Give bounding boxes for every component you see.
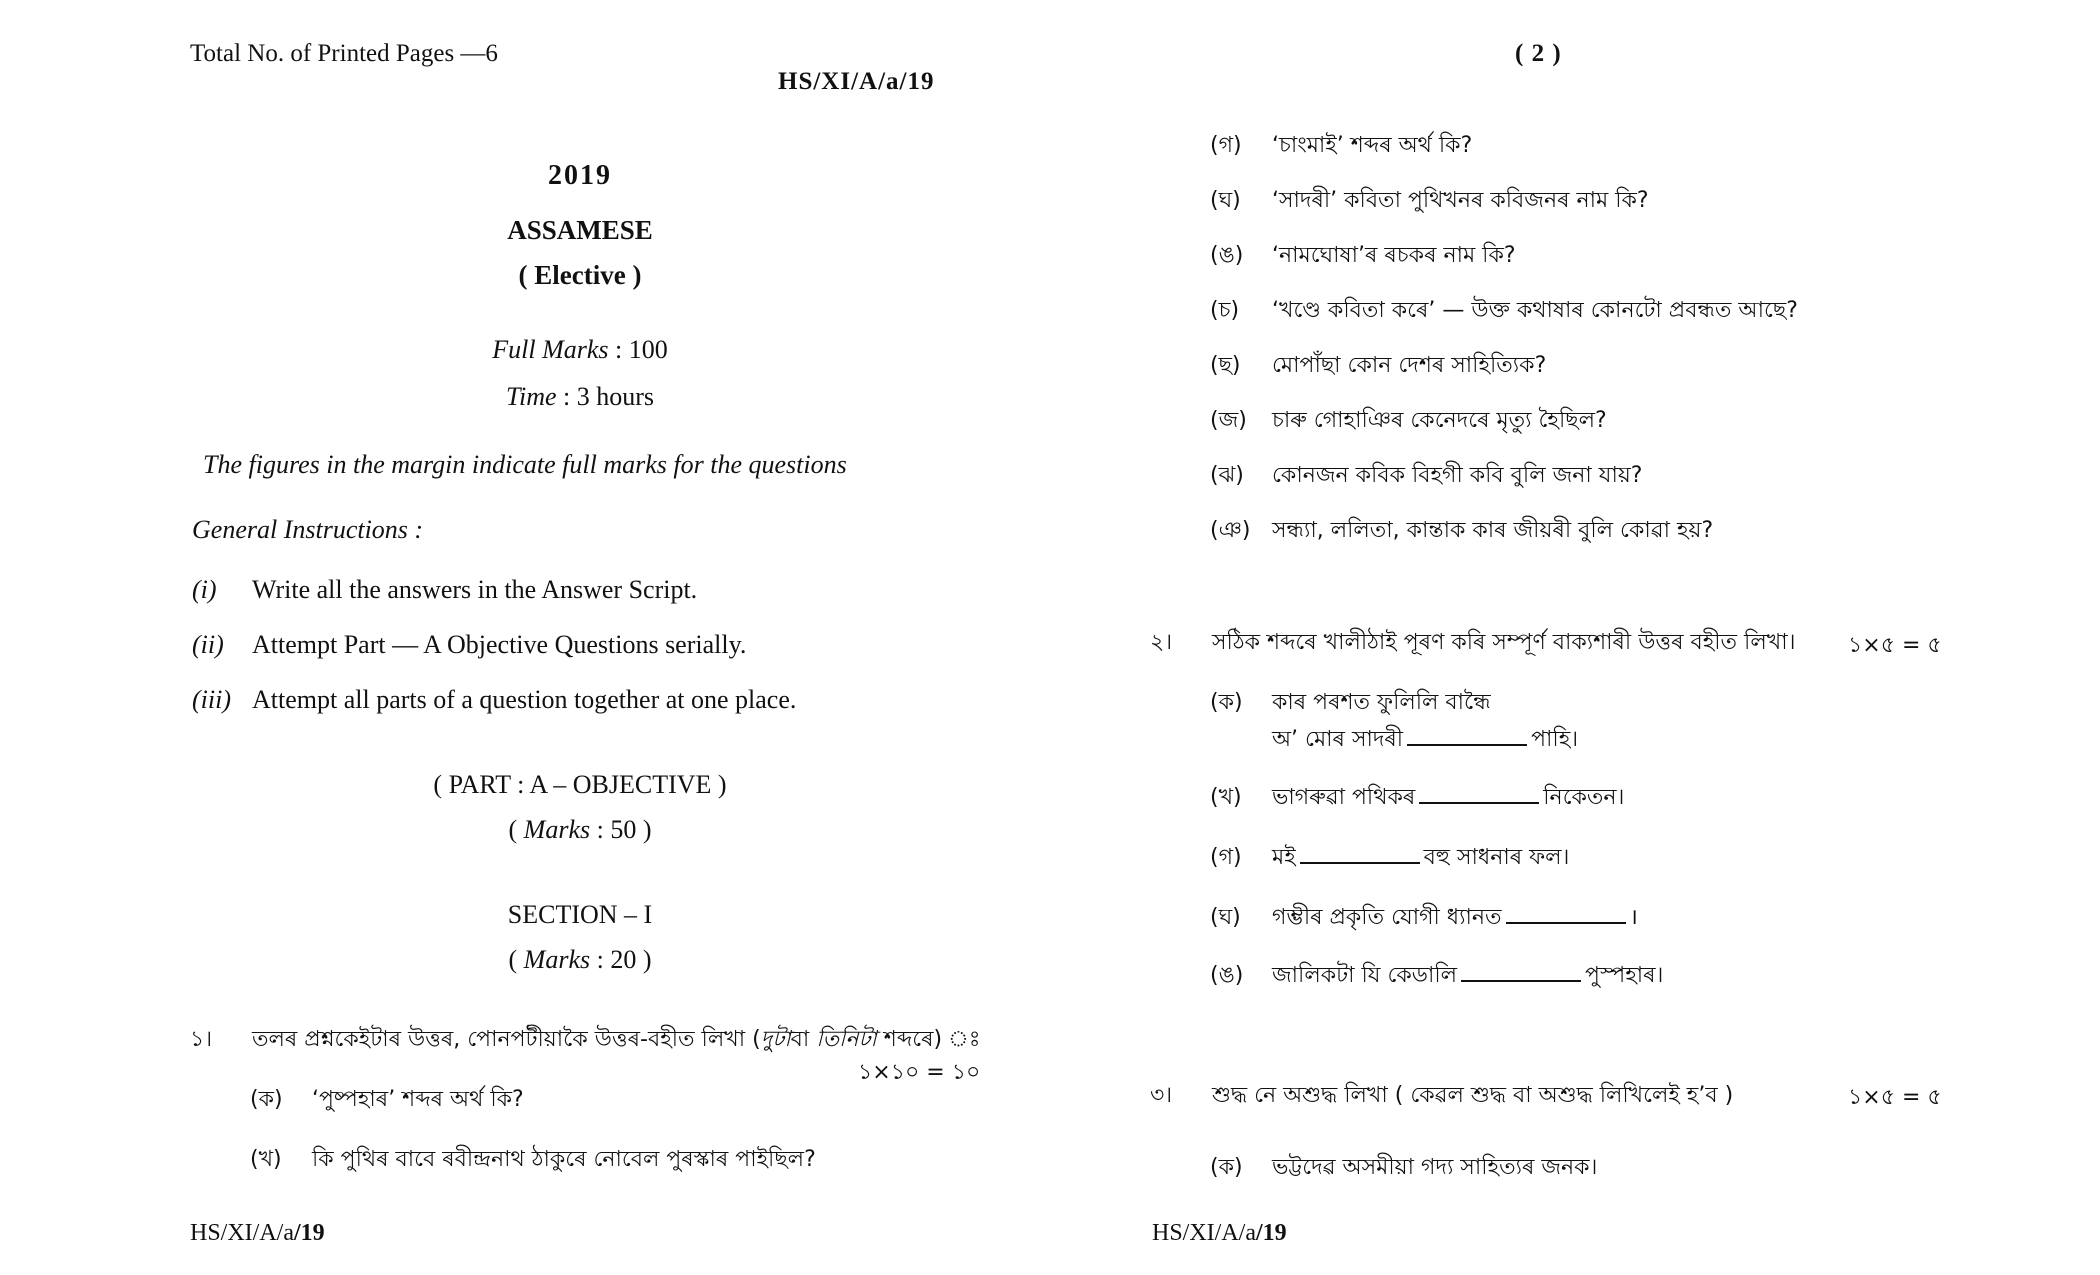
question-1 bbox=[190, 1022, 981, 1059]
full-marks-value: : 100 bbox=[608, 335, 668, 364]
question-text-emph: তিনিটা bbox=[816, 1027, 877, 1052]
item-text: ‘পুষ্পহাৰ’ শব্দৰ অৰ্থ কি? bbox=[312, 1087, 524, 1112]
item-text: পুস্পহাৰ। bbox=[1585, 963, 1664, 988]
item-text: । bbox=[1629, 905, 1638, 930]
question-1-marks: ১×১০ = ১০ bbox=[858, 1060, 981, 1085]
part-title: ( PART : A – OBJECTIVE ) bbox=[433, 770, 727, 799]
item-text: গম্ভীৰ প্ৰকৃতি যোগী ধ্যানত bbox=[1272, 905, 1502, 930]
instruction-text: Attempt all parts of a question together at one place. bbox=[252, 685, 797, 714]
list-item bbox=[1210, 513, 1713, 550]
item-text: চাৰু গোহাঞিৰ কেনেদৰে মৃত্যু হৈছিল? bbox=[1272, 408, 1607, 433]
list-item bbox=[1210, 128, 1472, 165]
item-text: বহু সাধনাৰ ফল। bbox=[1423, 845, 1570, 870]
instruction-text: Write all the answers in the Answer Script. bbox=[252, 575, 698, 604]
fill-blank bbox=[1506, 902, 1626, 924]
exam-year: 2019 bbox=[548, 160, 612, 191]
question-3 bbox=[1150, 1078, 1733, 1115]
item-label: (ক) bbox=[1210, 1155, 1243, 1180]
list-item-continuation bbox=[1272, 722, 1578, 759]
question-2-marks: ১×৫ = ৫ bbox=[1848, 633, 1942, 658]
list-item bbox=[1210, 900, 1638, 937]
instruction-item bbox=[192, 575, 697, 605]
fill-blank bbox=[1407, 724, 1527, 746]
item-text: ‘খণ্ডে কবিতা কৰে’ — উক্ত কথাষাৰ কোনটো প্ৰবন্ধত আছে? bbox=[1272, 298, 1798, 323]
part-marks-value: : 50 ) bbox=[590, 815, 652, 844]
item-label: (ঘ) bbox=[1210, 188, 1241, 213]
question-text: শব্দৰে) ঃ bbox=[876, 1027, 981, 1052]
instruction-text: Attempt Part — A Objective Questions serially. bbox=[252, 630, 747, 659]
question-number: ১। bbox=[190, 1027, 213, 1052]
left-footer-code bbox=[190, 1220, 325, 1247]
margin-note: The figures in the margin indicate full marks for the questions bbox=[203, 450, 847, 479]
item-text: কাৰ পৰশত ফুলিলি বান্ধৈ bbox=[1272, 690, 1491, 715]
list-item bbox=[1210, 238, 1516, 275]
item-label: (ঘ) bbox=[1210, 905, 1241, 930]
question-text: তলৰ প্ৰশ্নকেইটাৰ উত্তৰ, পোনপটীয়াকৈ উত্তৰ-বহীত লিখা ( bbox=[252, 1027, 761, 1052]
instruction-item bbox=[192, 685, 796, 715]
footer-code-prefix: HS/XI/A/a bbox=[190, 1220, 294, 1246]
item-text: কি পুথিৰ বাবে ৰবীন্দ্ৰনাথ ঠাকুৰে নোবেল পুৰস্কাৰ পাইছিল? bbox=[312, 1147, 816, 1172]
question-number: ৩। bbox=[1150, 1083, 1173, 1108]
section-title: SECTION – I bbox=[507, 900, 653, 929]
instruction-num: (i) bbox=[192, 575, 217, 604]
question-3-marks: ১×৫ = ৫ bbox=[1848, 1085, 1942, 1110]
exam-time bbox=[380, 382, 780, 412]
list-item bbox=[1210, 293, 1798, 330]
item-text: কোনজন কবিক বিহগী কবি বুলি জনা যায়? bbox=[1272, 463, 1643, 488]
list-item bbox=[1210, 1150, 1597, 1187]
list-item bbox=[250, 1082, 524, 1119]
time-label: Time bbox=[505, 382, 557, 411]
paren-open: ( bbox=[508, 815, 524, 844]
item-label: (খ) bbox=[250, 1147, 282, 1172]
list-item bbox=[1210, 348, 1546, 385]
list-item bbox=[1210, 183, 1649, 220]
footer-code-suffix: /19 bbox=[1256, 1220, 1287, 1246]
item-label: (ঙ) bbox=[1210, 963, 1244, 988]
item-label: (ঙ) bbox=[1210, 243, 1244, 268]
item-label: (জ) bbox=[1210, 408, 1247, 433]
subject-type: ( Elective ) bbox=[518, 260, 642, 290]
section-marks-label: Marks bbox=[523, 945, 591, 974]
list-item bbox=[1210, 458, 1642, 495]
list-item bbox=[1210, 780, 1624, 817]
list-item bbox=[1210, 685, 1491, 722]
item-text: ‘চাংমাই’ শব্দৰ অৰ্থ কি? bbox=[1272, 133, 1473, 158]
instruction-num: (ii) bbox=[192, 630, 224, 659]
paper-code: HS/XI/A/a/19 bbox=[778, 68, 935, 95]
printed-pages: Total No. of Printed Pages —6 bbox=[190, 40, 498, 67]
item-label: (ক) bbox=[1210, 690, 1243, 715]
list-item bbox=[1210, 403, 1607, 440]
item-text: মোপাঁছা কোন দেশৰ সাহিত্যিক? bbox=[1272, 353, 1547, 378]
part-marks-label: Marks bbox=[523, 815, 591, 844]
item-text: নিকেতন। bbox=[1543, 785, 1625, 810]
item-text: মই bbox=[1272, 845, 1296, 870]
fill-blank bbox=[1419, 782, 1539, 804]
right-footer-code bbox=[1152, 1220, 1287, 1247]
question-text: শুদ্ধ নে অশুদ্ধ লিখা ( কেৱল শুদ্ধ বা অশুদ্ধ লিখিলেই হ’ব ) bbox=[1212, 1083, 1734, 1108]
list-item bbox=[1210, 958, 1663, 995]
item-text: জালিকটা যি কেডালি bbox=[1272, 963, 1458, 988]
question-text: বা bbox=[790, 1027, 817, 1052]
question-2 bbox=[1150, 625, 1795, 662]
fill-blank bbox=[1300, 842, 1420, 864]
item-label: (গ) bbox=[1210, 845, 1242, 870]
question-text: সঠিক শব্দৰে খালীঠাই পূৰণ কৰি সম্পূৰ্ণ বাক্যশাৰী উত্তৰ বহীত লিখা। bbox=[1212, 630, 1796, 655]
item-label: (ক) bbox=[250, 1087, 283, 1112]
section-marks-value: : 20 ) bbox=[590, 945, 652, 974]
instruction-item bbox=[192, 630, 746, 660]
part-marks bbox=[380, 815, 780, 845]
question-number: ২। bbox=[1150, 630, 1173, 655]
list-item bbox=[250, 1142, 816, 1179]
full-marks bbox=[380, 335, 780, 365]
item-text: ‘নামঘোষা’ৰ ৰচকৰ নাম কি? bbox=[1272, 243, 1516, 268]
item-label: (ঞ) bbox=[1210, 518, 1251, 543]
section-marks bbox=[380, 945, 780, 975]
page-number: ( 2 ) bbox=[1515, 40, 1562, 67]
item-text: অ’ মোৰ সাদৰী bbox=[1272, 727, 1404, 752]
item-text: ভট্টদেৱ অসমীয়া গদ্য সাহিত্যৰ জনক। bbox=[1272, 1155, 1598, 1180]
time-value: : 3 hours bbox=[556, 382, 655, 411]
subject-title: ASSAMESE bbox=[507, 215, 653, 245]
full-marks-label: Full Marks bbox=[492, 335, 609, 364]
item-label: (খ) bbox=[1210, 785, 1242, 810]
footer-code-prefix: HS/XI/A/a bbox=[1152, 1220, 1256, 1246]
list-item bbox=[1210, 840, 1569, 877]
item-label: (ঝ) bbox=[1210, 463, 1244, 488]
item-text: ভাগৰুৱা পথিকৰ bbox=[1272, 785, 1416, 810]
instruction-num: (iii) bbox=[192, 685, 231, 714]
paren-open: ( bbox=[508, 945, 524, 974]
item-label: (চ) bbox=[1210, 298, 1240, 323]
item-label: (গ) bbox=[1210, 133, 1242, 158]
question-text-emph: দুটা bbox=[760, 1027, 791, 1052]
item-text: পাহি। bbox=[1531, 727, 1579, 752]
fill-blank bbox=[1461, 960, 1581, 982]
footer-code-suffix: /19 bbox=[294, 1220, 325, 1246]
item-text: সন্ধ্যা, ললিতা, কান্তাক কাৰ জীয়ৰী বুলি কোৱা হয়? bbox=[1272, 518, 1714, 543]
item-label: (ছ) bbox=[1210, 353, 1241, 378]
general-instructions-heading: General Instructions : bbox=[192, 515, 424, 544]
item-text: ‘সাদৰী’ কবিতা পুথিখনৰ কবিজনৰ নাম কি? bbox=[1272, 188, 1649, 213]
